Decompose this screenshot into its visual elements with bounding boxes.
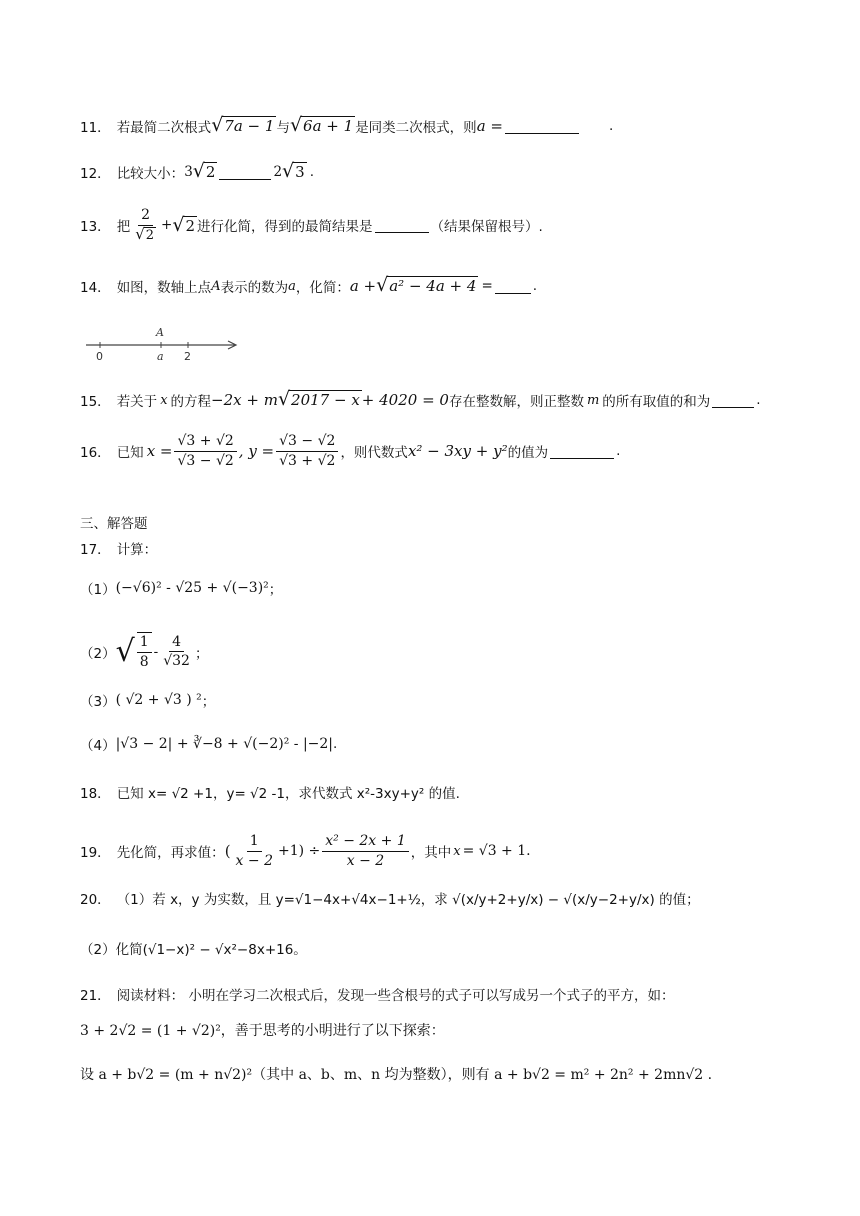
question-text: 存在整数解，则正整数	[448, 394, 584, 410]
question-11	[80, 116, 613, 136]
question-text: ，化简：	[295, 280, 350, 296]
fraction: $\frac{√3 - √2}{√3 + √2}$	[276, 432, 338, 471]
point-label: A	[211, 278, 221, 294]
math-expression: x² − 3xy + y²	[407, 442, 508, 461]
question-text: 与	[276, 120, 290, 136]
part-label: （3）	[80, 694, 116, 710]
question-17-part-1	[80, 578, 282, 598]
period: .	[756, 392, 761, 408]
question-text: 进行化简，得到的最简结果是	[197, 219, 373, 236]
math-expression: = √3 + 1.	[462, 843, 531, 860]
question-15	[80, 390, 761, 410]
math-expression: +1) ÷	[277, 843, 321, 860]
label-2: 2	[184, 350, 191, 362]
fraction: $\frac{√3 + √2}{√3 - √2}$	[174, 432, 236, 471]
coefficient: 3	[184, 164, 193, 180]
question-text: 的方程	[170, 394, 212, 410]
question-17	[80, 538, 157, 558]
answer-blank[interactable]	[505, 119, 579, 134]
question-text: （1）若 x，y 为实数，且 y=√1−4x+√4x−1+½，求 √(x/y+2+y/x) − √(x/y−2+y/x) 的值；	[116, 892, 700, 908]
math-expression: a +	[349, 277, 377, 295]
math-expression: −2x + m	[211, 391, 278, 409]
label-a: a	[157, 350, 164, 362]
question-20-part-2	[80, 938, 307, 958]
period: .	[532, 278, 538, 294]
answer-blank[interactable]	[219, 165, 271, 180]
question-text: ，则代数式	[340, 445, 408, 462]
fraction: 2 √ 2	[135, 207, 155, 243]
question-21	[80, 984, 674, 1004]
radical: √ 3	[282, 160, 305, 183]
section-title: 三、解答题	[80, 516, 148, 532]
plus-sign: +	[161, 217, 173, 234]
radical: √ 7a − 1	[211, 114, 275, 137]
question-text: 把	[116, 219, 131, 236]
question-21-line-3	[80, 1064, 712, 1084]
answer-blank[interactable]	[550, 444, 614, 459]
punctuation: ；	[201, 694, 216, 710]
question-number: 19．	[80, 845, 111, 862]
question-text: 表示的数为	[220, 280, 289, 296]
question-number: 17．	[80, 542, 111, 558]
radical: √ a² − 4a + 4	[376, 274, 477, 297]
question-13	[80, 206, 543, 245]
radical: √ 2	[172, 213, 195, 236]
equals-sign: =	[481, 278, 493, 294]
question-number: 15．	[80, 394, 111, 410]
question-text: （2）化简(√1−x)² − √x²−8x+16。	[80, 942, 307, 958]
label-0: 0	[96, 350, 103, 362]
question-text: ，其中	[410, 845, 452, 862]
question-text: 阅读材料： 小明在学习二次根式后，发现一些含根号的式子可以写成另一个式子的平方，如：	[116, 988, 675, 1004]
question-text: 是同类二次根式，则	[355, 120, 477, 136]
question-number: 21．	[80, 988, 111, 1004]
part-label: （1）	[80, 582, 116, 598]
punctuation: ；	[194, 645, 209, 662]
radical: √ 6a + 1	[289, 114, 354, 137]
math-expression: a =	[476, 117, 503, 135]
math-expression: x =	[146, 442, 173, 461]
question-number: 12．	[80, 166, 111, 182]
math-expression: + 4020 = 0	[361, 391, 449, 409]
answer-blank[interactable]	[712, 393, 754, 408]
fraction: $\frac{1}{x - 2}$	[235, 833, 273, 869]
math-expression: , y =	[238, 442, 275, 461]
minus-sign: -	[153, 643, 159, 660]
question-text: 的值为	[507, 445, 549, 462]
math-expression: 3 + 2√2 = (1 + √2)²，善于思考的小明进行了以下探索：	[80, 1023, 445, 1039]
question-text: 比较大小：	[116, 166, 185, 182]
answer-blank[interactable]	[375, 218, 429, 233]
question-14	[80, 276, 537, 296]
question-number: 18．	[80, 786, 111, 802]
fraction: $\frac{1}{8}$	[137, 632, 152, 672]
math-expression: 设 a + b√2 = (m + n√2)²（其中 a、b、m、n 均为整数），则有 a + b√2 = m² + 2n² + 2mn√2 .	[80, 1067, 713, 1083]
math-expression: |√3 − 2| + ∛−8 + √(−2)² - |−2|	[115, 736, 334, 752]
variable: x	[160, 392, 168, 408]
question-number: 14．	[80, 280, 111, 296]
variable: x	[453, 843, 461, 859]
question-19: 19． 先化简，再求值： ( $\frac{1}{x - 2}$ +1) ÷ $\frac{\text{x² − 2x + 1}}{x - 2}$ ，其中 x = √3 + 1.	[80, 833, 531, 869]
question-text: 已知	[116, 445, 144, 462]
variable: a	[288, 278, 296, 294]
coefficient: 2	[273, 164, 283, 180]
question-number: 16．	[80, 445, 111, 462]
question-17-part-3	[80, 690, 215, 710]
sqrt-sign-icon: √	[115, 633, 135, 669]
period: .	[309, 164, 314, 180]
fraction: $\frac{\text{x² − 2x + 1}}{x - 2}$	[322, 832, 408, 871]
question-text: 计算：	[116, 542, 158, 558]
question-16	[80, 432, 620, 471]
question-17-part-2	[80, 632, 208, 672]
question-text: （结果保留根号）.	[430, 219, 543, 236]
question-text: 若关于	[116, 394, 158, 410]
math-expression: ( √2 + √3 ) ²	[115, 692, 202, 708]
question-text: 如图，数轴上点	[116, 280, 212, 296]
math-expression: (−√6)² - √25 + √(−3)²	[115, 580, 269, 596]
radical: √ 2	[192, 160, 216, 183]
question-18	[80, 782, 460, 802]
number-line-figure	[80, 322, 250, 362]
question-12	[80, 162, 314, 182]
fraction: $\frac{4}{√32}$	[163, 633, 190, 670]
question-17-part-4	[80, 734, 337, 754]
question-21-line-2	[80, 1020, 445, 1040]
question-number: 13．	[80, 219, 111, 236]
punctuation: ；	[268, 582, 283, 598]
part-label: （2）	[80, 645, 116, 662]
question-number: 20．	[80, 892, 111, 908]
question-text: 已知 x= √2 +1，y= √2 -1，求代数式 x²-3xy+y² 的值.	[116, 786, 460, 802]
variable: m	[586, 392, 600, 408]
answer-blank[interactable]	[495, 279, 531, 294]
question-text: 先化简，再求值：	[116, 845, 225, 862]
period: .	[608, 118, 614, 134]
radical: √ 2017 − x	[277, 388, 360, 411]
punctuation: .	[333, 736, 338, 752]
question-number: 11．	[80, 120, 111, 136]
question-20-part-1	[80, 888, 700, 908]
question-text: 的所有取值的和为	[602, 394, 711, 410]
part-label: （4）	[80, 738, 116, 754]
period: .	[616, 443, 621, 460]
question-text: 若最简二次根式	[116, 120, 212, 136]
label-A: A	[156, 326, 164, 339]
